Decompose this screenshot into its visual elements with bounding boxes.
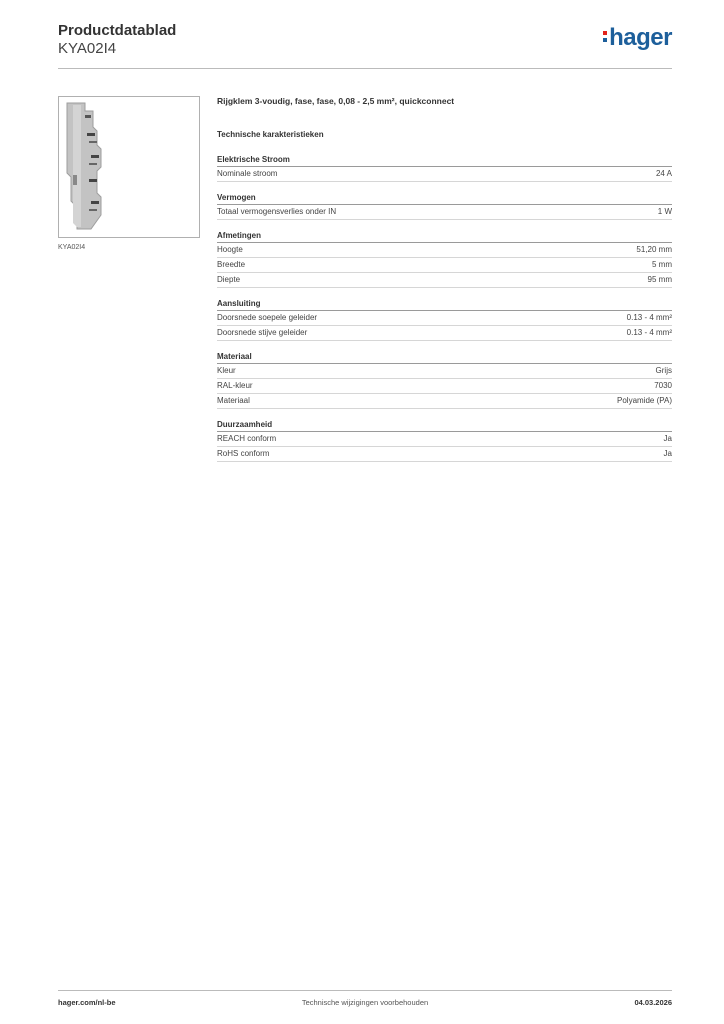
spec-row [217,258,672,273]
section-aansluiting [217,298,672,341]
page-footer [58,998,672,1012]
product-description: Rijgklem 3-voudig, fase, fase, 0,08 - 2,5 mm², quickconnect [217,96,455,106]
spec-value: Polyamide (PA) [617,396,672,405]
spec-label: Diepte [217,275,241,284]
section-title: Duurzaamheid [217,419,672,432]
footer-disclaimer: Technische wijzigingen voorbehouden [301,998,429,1007]
spec-value: Ja [663,449,672,458]
spec-row [217,432,672,447]
spec-row [217,326,672,341]
image-caption: KYA02I4 [58,244,86,251]
section-title: Elektrische Stroom [217,154,672,167]
spec-value: Ja [663,434,672,443]
spec-label: Totaal vermogensverlies onder IN [217,207,337,216]
footer-date: 04.03.2026 [634,998,672,1007]
section-vermogen [217,192,672,220]
header-divider [58,68,672,69]
spec-label: Doorsnede stijve geleider [217,328,308,337]
spec-label: Materiaal [217,396,250,405]
hager-logo[interactable] [603,26,672,50]
spec-value: 0.13 - 4 mm² [626,328,672,337]
section-title: Aansluiting [217,298,672,311]
spec-row [217,311,672,326]
spec-value: 51,20 mm [636,245,672,254]
spec-label: Doorsnede soepele geleider [217,313,318,322]
spec-row [217,167,672,182]
footer-divider [58,990,672,991]
spec-label: Kleur [217,366,236,375]
spec-value: Grijs [655,366,672,375]
spec-value: 24 A [655,169,672,178]
spec-row [217,447,672,462]
page-header [58,20,672,70]
terminal-block-icon [59,97,199,237]
spec-row [217,364,672,379]
page-title: Productdatablad [58,22,177,39]
product-code: KYA02I4 [58,40,117,57]
spec-value: 5 mm [652,260,672,269]
spec-value: 1 W [657,207,672,216]
section-duurzaamheid [217,419,672,462]
spec-row [217,379,672,394]
spec-value: 95 mm [647,275,672,284]
spec-label: RAL-kleur [217,381,253,390]
logo-text: hager [609,24,672,51]
spec-content [217,96,672,472]
spec-row [217,205,672,220]
spec-row [217,394,672,409]
section-materiaal [217,351,672,409]
spec-label: Hoogte [217,245,243,254]
tech-heading: Technische karakteristieken [217,130,324,139]
product-image [58,96,200,238]
spec-label: Nominale stroom [217,169,278,178]
spec-label: RoHS conform [217,449,270,458]
logo-mark-icon [603,31,607,45]
section-afmetingen [217,230,672,288]
footer-website-link[interactable]: hager.com/nl-be [58,998,116,1007]
section-elektrische-stroom [217,154,672,182]
spec-value: 7030 [654,381,672,390]
spec-row [217,243,672,258]
spec-value: 0.13 - 4 mm² [626,313,672,322]
section-title: Materiaal [217,351,672,364]
spec-row [217,273,672,288]
section-title: Vermogen [217,192,672,205]
section-title: Afmetingen [217,230,672,243]
spec-label: Breedte [217,260,246,269]
spec-label: REACH conform [217,434,277,443]
